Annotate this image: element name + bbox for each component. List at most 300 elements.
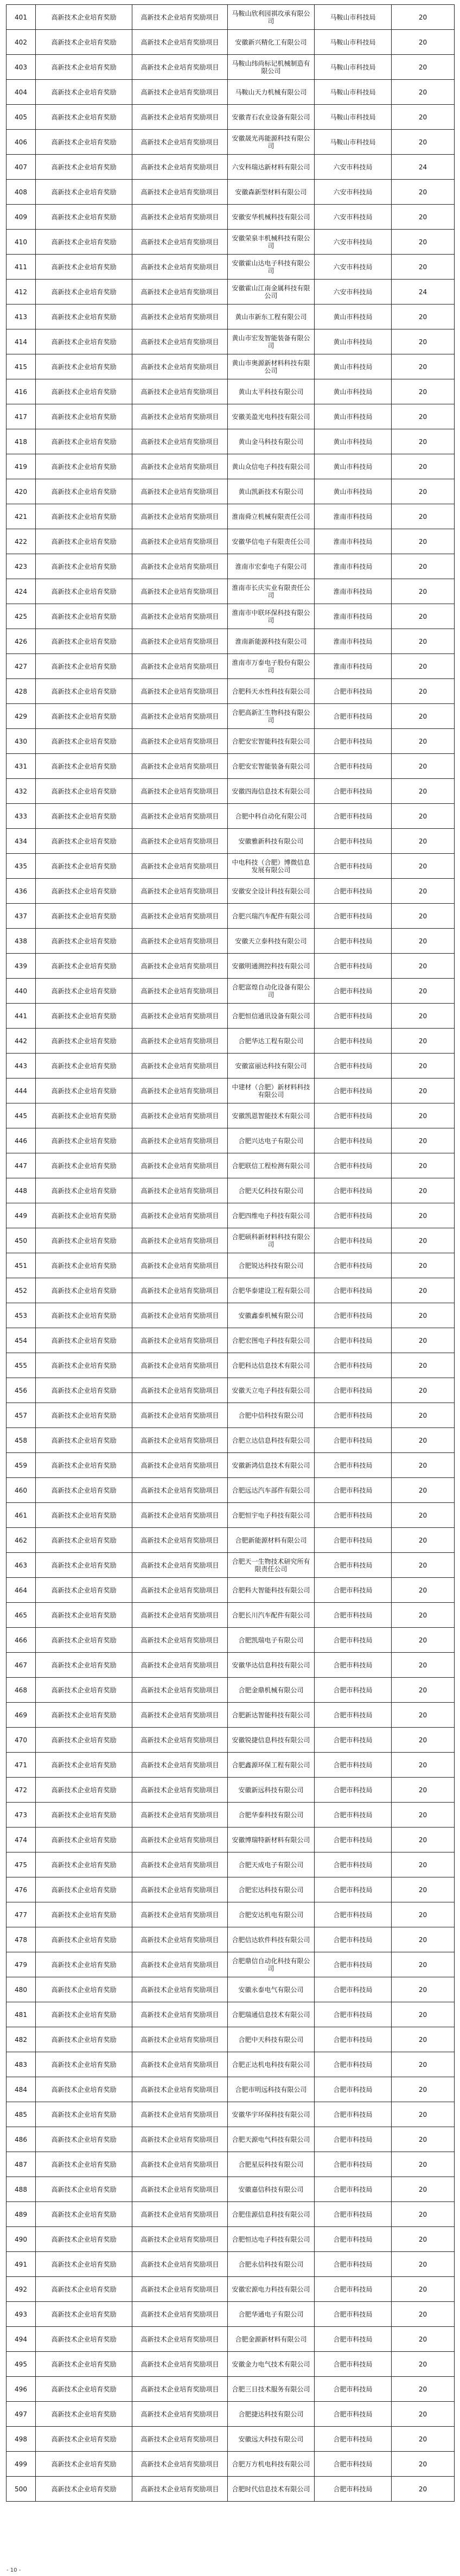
project-cell: 高新技术企业培育奖励项目	[132, 1128, 228, 1153]
table-row	[7, 1753, 455, 1778]
project-cell: 高新技术企业培育奖励项目	[132, 629, 228, 654]
table-row	[7, 604, 455, 629]
category-cell: 高新技术企业培育奖励	[36, 404, 132, 429]
row-index-cell: 429	[7, 704, 36, 729]
project-cell: 高新技术企业培育奖励项目	[132, 2427, 228, 2452]
department-cell: 合肥市科技局	[315, 1078, 392, 1103]
company-cell: 合肥凯瑞电子有限公司	[228, 1628, 315, 1653]
company-cell: 合肥万方机电科技有限公司	[228, 2452, 315, 2477]
project-cell: 高新技术企业培育奖励项目	[132, 654, 228, 679]
amount-cell: 20	[392, 2302, 455, 2327]
row-index-cell: 439	[7, 954, 36, 979]
amount-cell: 20	[392, 1253, 455, 1278]
table-row	[7, 1228, 455, 1253]
amount-cell: 20	[392, 1977, 455, 2002]
row-index-cell: 485	[7, 2102, 36, 2127]
row-index-cell: 484	[7, 2077, 36, 2102]
amount-cell: 20	[392, 80, 455, 105]
table-row	[7, 504, 455, 529]
row-index-cell: 465	[7, 1603, 36, 1628]
category-cell: 高新技术企业培育奖励	[36, 2277, 132, 2302]
amount-cell: 20	[392, 1578, 455, 1603]
project-cell: 高新技术企业培育奖励项目	[132, 504, 228, 529]
row-index-cell: 451	[7, 1253, 36, 1278]
department-cell: 合肥市科技局	[315, 779, 392, 804]
row-index-cell: 423	[7, 554, 36, 579]
category-cell: 高新技术企业培育奖励	[36, 1278, 132, 1303]
row-index-cell: 436	[7, 879, 36, 904]
category-cell: 高新技术企业培育奖励	[36, 979, 132, 1004]
row-index-cell: 472	[7, 1778, 36, 1803]
project-cell: 高新技术企业培育奖励项目	[132, 529, 228, 554]
category-cell: 高新技术企业培育奖励	[36, 1303, 132, 1328]
category-cell: 高新技术企业培育奖励	[36, 2227, 132, 2252]
table-row	[7, 5, 455, 30]
department-cell: 合肥市科技局	[315, 1453, 392, 1478]
table-row	[7, 1004, 455, 1029]
project-cell: 高新技术企业培育奖励项目	[132, 1927, 228, 1952]
row-index-cell: 428	[7, 679, 36, 704]
amount-cell: 20	[392, 1428, 455, 1453]
company-cell: 安徽远大科技有限公司	[228, 2427, 315, 2452]
project-cell: 高新技术企业培育奖励项目	[132, 1728, 228, 1753]
table-row	[7, 1528, 455, 1553]
amount-cell: 20	[392, 180, 455, 205]
row-index-cell: 463	[7, 1553, 36, 1578]
award-list-sheet	[6, 4, 454, 2502]
category-cell: 高新技术企业培育奖励	[36, 754, 132, 779]
category-cell: 高新技术企业培育奖励	[36, 2027, 132, 2052]
amount-cell: 20	[392, 2127, 455, 2152]
company-cell: 安徽天立电子科技有限公司	[228, 1378, 315, 1403]
amount-cell: 20	[392, 1203, 455, 1228]
row-index-cell: 467	[7, 1653, 36, 1678]
department-cell: 合肥市科技局	[315, 1828, 392, 1852]
company-cell: 合肥天源电气科技有限公司	[228, 2127, 315, 2152]
company-cell: 黄山太平科技有限公司	[228, 379, 315, 404]
project-cell: 高新技术企业培育奖励项目	[132, 1078, 228, 1103]
category-cell: 高新技术企业培育奖励	[36, 1203, 132, 1228]
department-cell: 合肥市科技局	[315, 754, 392, 779]
department-cell: 六安市科技局	[315, 155, 392, 180]
category-cell: 高新技术企业培育奖励	[36, 2452, 132, 2477]
table-row	[7, 1703, 455, 1728]
project-cell: 高新技术企业培育奖励项目	[132, 479, 228, 504]
company-cell: 安徽嘉信科技有限公司	[228, 2177, 315, 2202]
row-index-cell: 470	[7, 1728, 36, 1753]
row-index-cell: 415	[7, 354, 36, 379]
project-cell: 高新技术企业培育奖励项目	[132, 1029, 228, 1054]
amount-cell: 20	[392, 1778, 455, 1803]
amount-cell: 20	[392, 1403, 455, 1428]
department-cell: 马鞍山市科技局	[315, 5, 392, 30]
category-cell: 高新技术企业培育奖励	[36, 1353, 132, 1378]
category-cell: 高新技术企业培育奖励	[36, 1952, 132, 1977]
table-row	[7, 2327, 455, 2352]
project-cell: 高新技术企业培育奖励项目	[132, 879, 228, 904]
project-cell: 高新技术企业培育奖励项目	[132, 1628, 228, 1653]
project-cell: 高新技术企业培育奖励项目	[132, 1428, 228, 1453]
table-row	[7, 2402, 455, 2427]
row-index-cell: 409	[7, 205, 36, 230]
table-row	[7, 829, 455, 854]
department-cell: 合肥市科技局	[315, 1803, 392, 1828]
row-index-cell: 444	[7, 1078, 36, 1103]
category-cell: 高新技术企业培育奖励	[36, 1178, 132, 1203]
company-cell: 安徽新鸿信息技术有限公司	[228, 1453, 315, 1478]
row-index-cell: 434	[7, 829, 36, 854]
row-index-cell: 431	[7, 754, 36, 779]
table-row	[7, 1253, 455, 1278]
row-index-cell: 402	[7, 30, 36, 55]
department-cell: 合肥市科技局	[315, 2202, 392, 2227]
company-cell: 合肥捷达科技有限公司	[228, 2402, 315, 2427]
project-cell: 高新技术企业培育奖励项目	[132, 2227, 228, 2252]
amount-cell: 20	[392, 904, 455, 929]
table-row	[7, 479, 455, 504]
project-cell: 高新技术企业培育奖励项目	[132, 105, 228, 130]
company-cell: 合肥富煌自动化设备有限公司	[228, 979, 315, 1004]
company-cell: 安徽华宇环保科技有限公司	[228, 2102, 315, 2127]
company-cell: 合肥科天水性科技有限公司	[228, 679, 315, 704]
project-cell: 高新技术企业培育奖励项目	[132, 2452, 228, 2477]
row-index-cell: 479	[7, 1952, 36, 1977]
category-cell: 高新技术企业培育奖励	[36, 479, 132, 504]
department-cell: 合肥市科技局	[315, 2352, 392, 2377]
amount-cell: 20	[392, 804, 455, 829]
company-cell: 安徽雅新科技有限公司	[228, 829, 315, 854]
project-cell: 高新技术企业培育奖励项目	[132, 1478, 228, 1503]
department-cell: 合肥市科技局	[315, 2002, 392, 2027]
award-table-body	[7, 5, 455, 2502]
row-index-cell: 453	[7, 1303, 36, 1328]
row-index-cell: 403	[7, 55, 36, 80]
company-cell: 合肥金鼎机械有限公司	[228, 1678, 315, 1703]
amount-cell: 20	[392, 929, 455, 954]
company-cell: 六安科瑞达新材料有限公司	[228, 155, 315, 180]
amount-cell: 20	[392, 554, 455, 579]
project-cell: 高新技术企业培育奖励项目	[132, 329, 228, 354]
amount-cell: 24	[392, 280, 455, 304]
project-cell: 高新技术企业培育奖励项目	[132, 404, 228, 429]
department-cell: 合肥市科技局	[315, 1403, 392, 1428]
row-index-cell: 452	[7, 1278, 36, 1303]
category-cell: 高新技术企业培育奖励	[36, 654, 132, 679]
table-row	[7, 1877, 455, 1902]
amount-cell: 20	[392, 2152, 455, 2177]
project-cell: 高新技术企业培育奖励项目	[132, 1678, 228, 1703]
department-cell: 合肥市科技局	[315, 2127, 392, 2152]
table-row	[7, 1653, 455, 1678]
company-cell: 安徽青石农业设备有限公司	[228, 105, 315, 130]
department-cell: 合肥市科技局	[315, 1203, 392, 1228]
department-cell: 合肥市科技局	[315, 2427, 392, 2452]
project-cell: 高新技术企业培育奖励项目	[132, 2327, 228, 2352]
amount-cell: 20	[392, 579, 455, 604]
company-cell: 合肥安宏智能科技有限公司	[228, 729, 315, 754]
category-cell: 高新技术企业培育奖励	[36, 280, 132, 304]
project-cell: 高新技术企业培育奖励项目	[132, 804, 228, 829]
company-cell: 合肥高新汇生物科技有限公司	[228, 704, 315, 729]
department-cell: 合肥市科技局	[315, 2177, 392, 2202]
amount-cell: 20	[392, 2477, 455, 2502]
company-cell: 合肥兴达电子有限公司	[228, 1128, 315, 1153]
table-row	[7, 304, 455, 329]
amount-cell: 20	[392, 979, 455, 1004]
category-cell: 高新技术企业培育奖励	[36, 1528, 132, 1553]
category-cell: 高新技术企业培育奖励	[36, 2327, 132, 2352]
category-cell: 高新技术企业培育奖励	[36, 1253, 132, 1278]
amount-cell: 20	[392, 2027, 455, 2052]
table-row	[7, 1353, 455, 1378]
amount-cell: 20	[392, 2252, 455, 2277]
table-row	[7, 1578, 455, 1603]
project-cell: 高新技术企业培育奖励项目	[132, 2052, 228, 2077]
row-index-cell: 476	[7, 1877, 36, 1902]
project-cell: 高新技术企业培育奖励项目	[132, 1753, 228, 1778]
row-index-cell: 489	[7, 2202, 36, 2227]
category-cell: 高新技术企业培育奖励	[36, 554, 132, 579]
amount-cell: 20	[392, 1603, 455, 1628]
table-row	[7, 979, 455, 1004]
department-cell: 合肥市科技局	[315, 1628, 392, 1653]
table-row	[7, 1478, 455, 1503]
amount-cell: 20	[392, 729, 455, 754]
category-cell: 高新技术企业培育奖励	[36, 2177, 132, 2202]
category-cell: 高新技术企业培育奖励	[36, 180, 132, 205]
amount-cell: 20	[392, 2227, 455, 2252]
table-row	[7, 80, 455, 105]
project-cell: 高新技术企业培育奖励项目	[132, 904, 228, 929]
company-cell: 合肥中天科技有限公司	[228, 2027, 315, 2052]
project-cell: 高新技术企业培育奖励项目	[132, 1503, 228, 1528]
row-index-cell: 478	[7, 1927, 36, 1952]
amount-cell: 20	[392, 629, 455, 654]
department-cell: 淮南市科技局	[315, 579, 392, 604]
amount-cell: 20	[392, 779, 455, 804]
table-row	[7, 1128, 455, 1153]
company-cell: 合肥科达信息技术有限公司	[228, 1353, 315, 1378]
amount-cell: 20	[392, 479, 455, 504]
company-cell: 合肥恒宇电子科技有限公司	[228, 1503, 315, 1528]
row-index-cell: 416	[7, 379, 36, 404]
category-cell: 高新技术企业培育奖励	[36, 429, 132, 454]
project-cell: 高新技术企业培育奖励项目	[132, 205, 228, 230]
amount-cell: 20	[392, 1852, 455, 1877]
company-cell: 合肥兴瑞汽车配件有限公司	[228, 904, 315, 929]
company-cell: 合肥星辰科技有限公司	[228, 2152, 315, 2177]
category-cell: 高新技术企业培育奖励	[36, 1578, 132, 1603]
table-row	[7, 804, 455, 829]
row-index-cell: 437	[7, 904, 36, 929]
category-cell: 高新技术企业培育奖励	[36, 2002, 132, 2027]
amount-cell: 20	[392, 1678, 455, 1703]
category-cell: 高新技术企业培育奖励	[36, 2202, 132, 2227]
department-cell: 合肥市科技局	[315, 1328, 392, 1353]
project-cell: 高新技术企业培育奖励项目	[132, 1553, 228, 1578]
category-cell: 高新技术企业培育奖励	[36, 1054, 132, 1078]
department-cell: 淮南市科技局	[315, 529, 392, 554]
row-index-cell: 438	[7, 929, 36, 954]
table-row	[7, 454, 455, 479]
table-row	[7, 1977, 455, 2002]
row-index-cell: 498	[7, 2427, 36, 2452]
category-cell: 高新技术企业培育奖励	[36, 1902, 132, 1927]
table-row	[7, 1678, 455, 1703]
amount-cell: 20	[392, 604, 455, 629]
amount-cell: 20	[392, 1103, 455, 1128]
amount-cell: 20	[392, 304, 455, 329]
amount-cell: 20	[392, 1353, 455, 1378]
company-cell: 合肥信达软件科技有限公司	[228, 1927, 315, 1952]
project-cell: 高新技术企业培育奖励项目	[132, 5, 228, 30]
amount-cell: 20	[392, 1378, 455, 1403]
company-cell: 安徽金力电气技术有限公司	[228, 2352, 315, 2377]
category-cell: 高新技术企业培育奖励	[36, 1478, 132, 1503]
project-cell: 高新技术企业培育奖励项目	[132, 55, 228, 80]
table-row	[7, 2352, 455, 2377]
row-index-cell: 417	[7, 404, 36, 429]
row-index-cell: 469	[7, 1703, 36, 1728]
category-cell: 高新技术企业培育奖励	[36, 1753, 132, 1778]
table-row	[7, 2227, 455, 2252]
category-cell: 高新技术企业培育奖励	[36, 1778, 132, 1803]
amount-cell: 20	[392, 2402, 455, 2427]
department-cell: 合肥市科技局	[315, 1178, 392, 1203]
department-cell: 黄山市科技局	[315, 479, 392, 504]
department-cell: 合肥市科技局	[315, 704, 392, 729]
table-row	[7, 1029, 455, 1054]
row-index-cell: 445	[7, 1103, 36, 1128]
department-cell: 合肥市科技局	[315, 2052, 392, 2077]
department-cell: 合肥市科技局	[315, 679, 392, 704]
row-index-cell: 483	[7, 2052, 36, 2077]
department-cell: 合肥市科技局	[315, 1578, 392, 1603]
table-row	[7, 1203, 455, 1228]
company-cell: 合肥华泰科技有限公司	[228, 1803, 315, 1828]
project-cell: 高新技术企业培育奖励项目	[132, 1228, 228, 1253]
category-cell: 高新技术企业培育奖励	[36, 2052, 132, 2077]
company-cell: 合肥宏图电子科技有限公司	[228, 1328, 315, 1353]
project-cell: 高新技术企业培育奖励项目	[132, 979, 228, 1004]
amount-cell: 20	[392, 2002, 455, 2027]
table-row	[7, 1603, 455, 1628]
row-index-cell: 435	[7, 854, 36, 879]
company-cell: 淮南舜立机械有限责任公司	[228, 504, 315, 529]
table-row	[7, 904, 455, 929]
table-row	[7, 1378, 455, 1403]
category-cell: 高新技术企业培育奖励	[36, 2102, 132, 2127]
company-cell: 合肥宏达科技有限公司	[228, 1877, 315, 1902]
company-cell: 安徽鑫泰机械有限公司	[228, 1303, 315, 1328]
project-cell: 高新技术企业培育奖励项目	[132, 2127, 228, 2152]
department-cell: 合肥市科技局	[315, 1902, 392, 1927]
department-cell: 合肥市科技局	[315, 2252, 392, 2277]
amount-cell: 20	[392, 30, 455, 55]
category-cell: 高新技术企业培育奖励	[36, 729, 132, 754]
project-cell: 高新技术企业培育奖励项目	[132, 2077, 228, 2102]
table-row	[7, 354, 455, 379]
category-cell: 高新技术企业培育奖励	[36, 1153, 132, 1178]
table-row	[7, 579, 455, 604]
department-cell: 合肥市科技局	[315, 1728, 392, 1753]
category-cell: 高新技术企业培育奖励	[36, 454, 132, 479]
table-row	[7, 2102, 455, 2127]
row-index-cell: 446	[7, 1128, 36, 1153]
company-cell: 安徽华信电子有限责任公司	[228, 529, 315, 554]
category-cell: 高新技术企业培育奖励	[36, 30, 132, 55]
row-index-cell: 480	[7, 1977, 36, 2002]
row-index-cell: 496	[7, 2377, 36, 2402]
row-index-cell: 410	[7, 230, 36, 255]
project-cell: 高新技术企业培育奖励项目	[132, 2202, 228, 2227]
department-cell: 淮南市科技局	[315, 604, 392, 629]
project-cell: 高新技术企业培育奖励项目	[132, 2302, 228, 2327]
department-cell: 黄山市科技局	[315, 454, 392, 479]
table-row	[7, 379, 455, 404]
category-cell: 高新技术企业培育奖励	[36, 2477, 132, 2502]
amount-cell: 20	[392, 1128, 455, 1153]
project-cell: 高新技术企业培育奖励项目	[132, 704, 228, 729]
category-cell: 高新技术企业培育奖励	[36, 954, 132, 979]
category-cell: 高新技术企业培育奖励	[36, 1927, 132, 1952]
company-cell: 黄山凯新技术有限公司	[228, 479, 315, 504]
row-index-cell: 486	[7, 2127, 36, 2152]
row-index-cell: 401	[7, 5, 36, 30]
department-cell: 合肥市科技局	[315, 1153, 392, 1178]
company-cell: 淮南市宏泰电子有限公司	[228, 554, 315, 579]
row-index-cell: 448	[7, 1178, 36, 1203]
company-cell: 合肥天亿科技有限公司	[228, 1178, 315, 1203]
department-cell: 合肥市科技局	[315, 1278, 392, 1303]
amount-cell: 20	[392, 1728, 455, 1753]
company-cell: 安徽安华机械科技有限公司	[228, 205, 315, 230]
table-row	[7, 1852, 455, 1877]
category-cell: 高新技术企业培育奖励	[36, 1378, 132, 1403]
amount-cell: 20	[392, 2377, 455, 2402]
department-cell: 合肥市科技局	[315, 2277, 392, 2302]
amount-cell: 20	[392, 1803, 455, 1828]
department-cell: 合肥市科技局	[315, 1603, 392, 1628]
department-cell: 六安市科技局	[315, 180, 392, 205]
project-cell: 高新技术企业培育奖励项目	[132, 255, 228, 280]
table-row	[7, 30, 455, 55]
row-index-cell: 443	[7, 1054, 36, 1078]
company-cell: 淮南市长庆实业有限责任公司	[228, 579, 315, 604]
category-cell: 高新技术企业培育奖励	[36, 1977, 132, 2002]
row-index-cell: 441	[7, 1004, 36, 1029]
company-cell: 安徽明通测控科技有限公司	[228, 954, 315, 979]
department-cell: 黄山市科技局	[315, 354, 392, 379]
amount-cell: 20	[392, 1902, 455, 1927]
department-cell: 合肥市科技局	[315, 1977, 392, 2002]
project-cell: 高新技术企业培育奖励项目	[132, 30, 228, 55]
company-cell: 黄山市新东工程有限公司	[228, 304, 315, 329]
category-cell: 高新技术企业培育奖励	[36, 2427, 132, 2452]
project-cell: 高新技术企业培育奖励项目	[132, 1278, 228, 1303]
company-cell: 合肥金源新材料有限公司	[228, 2327, 315, 2352]
row-index-cell: 488	[7, 2177, 36, 2202]
table-row	[7, 1728, 455, 1753]
department-cell: 合肥市科技局	[315, 829, 392, 854]
category-cell: 高新技术企业培育奖励	[36, 804, 132, 829]
category-cell: 高新技术企业培育奖励	[36, 704, 132, 729]
row-index-cell: 454	[7, 1328, 36, 1353]
table-row	[7, 2127, 455, 2152]
department-cell: 合肥市科技局	[315, 2452, 392, 2477]
department-cell: 黄山市科技局	[315, 304, 392, 329]
company-cell: 黄山市奥源新材料科技有限公司	[228, 354, 315, 379]
